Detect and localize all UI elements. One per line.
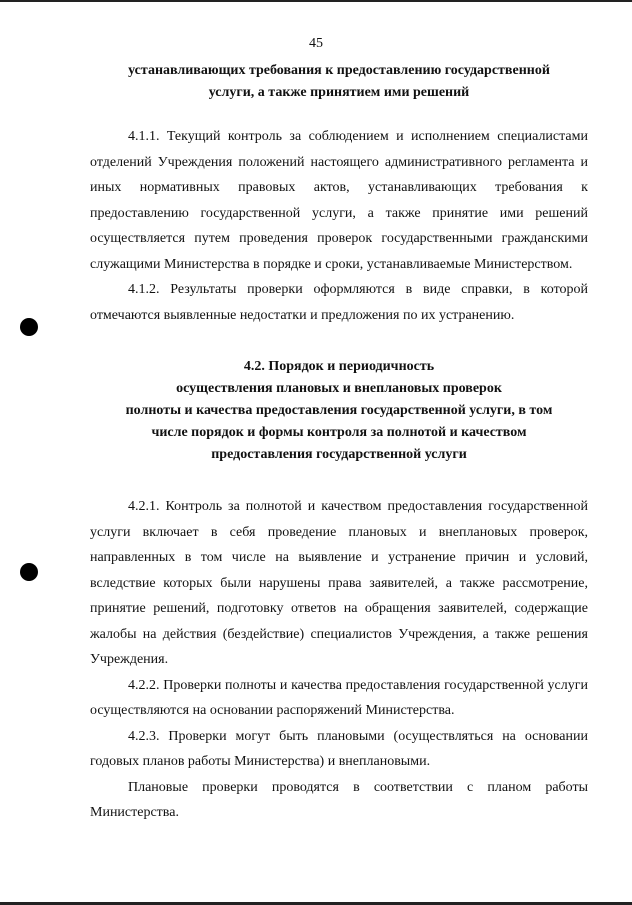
paragraph-4-2-1: 4.2.1. Контроль за полнотой и качеством предоставления государственной услуги включает в себя проведение плановых и внеплановых проверок, направленных в том числе на выявление и устранение причин и условий, вследствие которых были нарушены права заявителей, а также рассмотрение, принятие решений, подготовку ответов на обращения заявителей, содержащие жалобы на действия (бездействие) специалистов Учреждения, а также решения Учреждения. [90,499,588,667]
page-number: 45 [309,36,323,51]
paragraph-4-2-2: 4.2.2. Проверки полноты и качества предоставления государственной услуги осуществляются на основании распоряжений Министерства. [90,677,588,718]
paragraph-4-1-1: 4.1.1. Текущий контроль за соблюдением и исполнением специалистами отделений Учреждения положений настоящего административного регламента и иных нормативных правовых актов, устанавливающих требования к предоставлению государственной услуги, а также принятие ими решений осуществляется путем проведения проверок государственными гражданскими служащими Министерства в порядке и сроки, устанавливаемые Министерством. [90,129,588,272]
paragraph-4-2-3: 4.2.3. Проверки могут быть плановыми (осуществляться на основании годовых планов работы Министерства) и внеплановыми. [90,728,588,769]
punch-hole-upper [20,318,38,336]
section-heading-continuation-line-2: услуги, а также принятием ими решений [208,85,470,100]
section-heading-4-2-line-1: 4.2. Порядок и периодичность [243,359,435,374]
paragraph-planned-checks: Плановые проверки проводятся в соответствии с планом работы Министерства. [90,779,588,820]
punch-hole-lower [20,563,38,581]
section-heading-4-2-line-2: осуществления плановых и внеплановых проверок [176,381,502,396]
document-body [90,60,588,826]
section-heading-4-2-line-3: полноты и качества предоставления государственной услуги, в том [125,403,553,418]
section-heading-4-2-line-4: числе порядок и формы контроля за полнотой и качеством [151,425,527,440]
section-heading-continuation-line-1: устанавливающих требования к предоставлению государственной [128,63,550,78]
section-heading-4-2-line-5: предоставления государственной услуги [211,447,467,462]
scan-edge-top [0,0,632,2]
paragraph-4-1-2: 4.1.2. Результаты проверки оформляются в виде справки, в которой отмечаются выявленные недостатки и предложения по их устранению. [90,282,588,323]
